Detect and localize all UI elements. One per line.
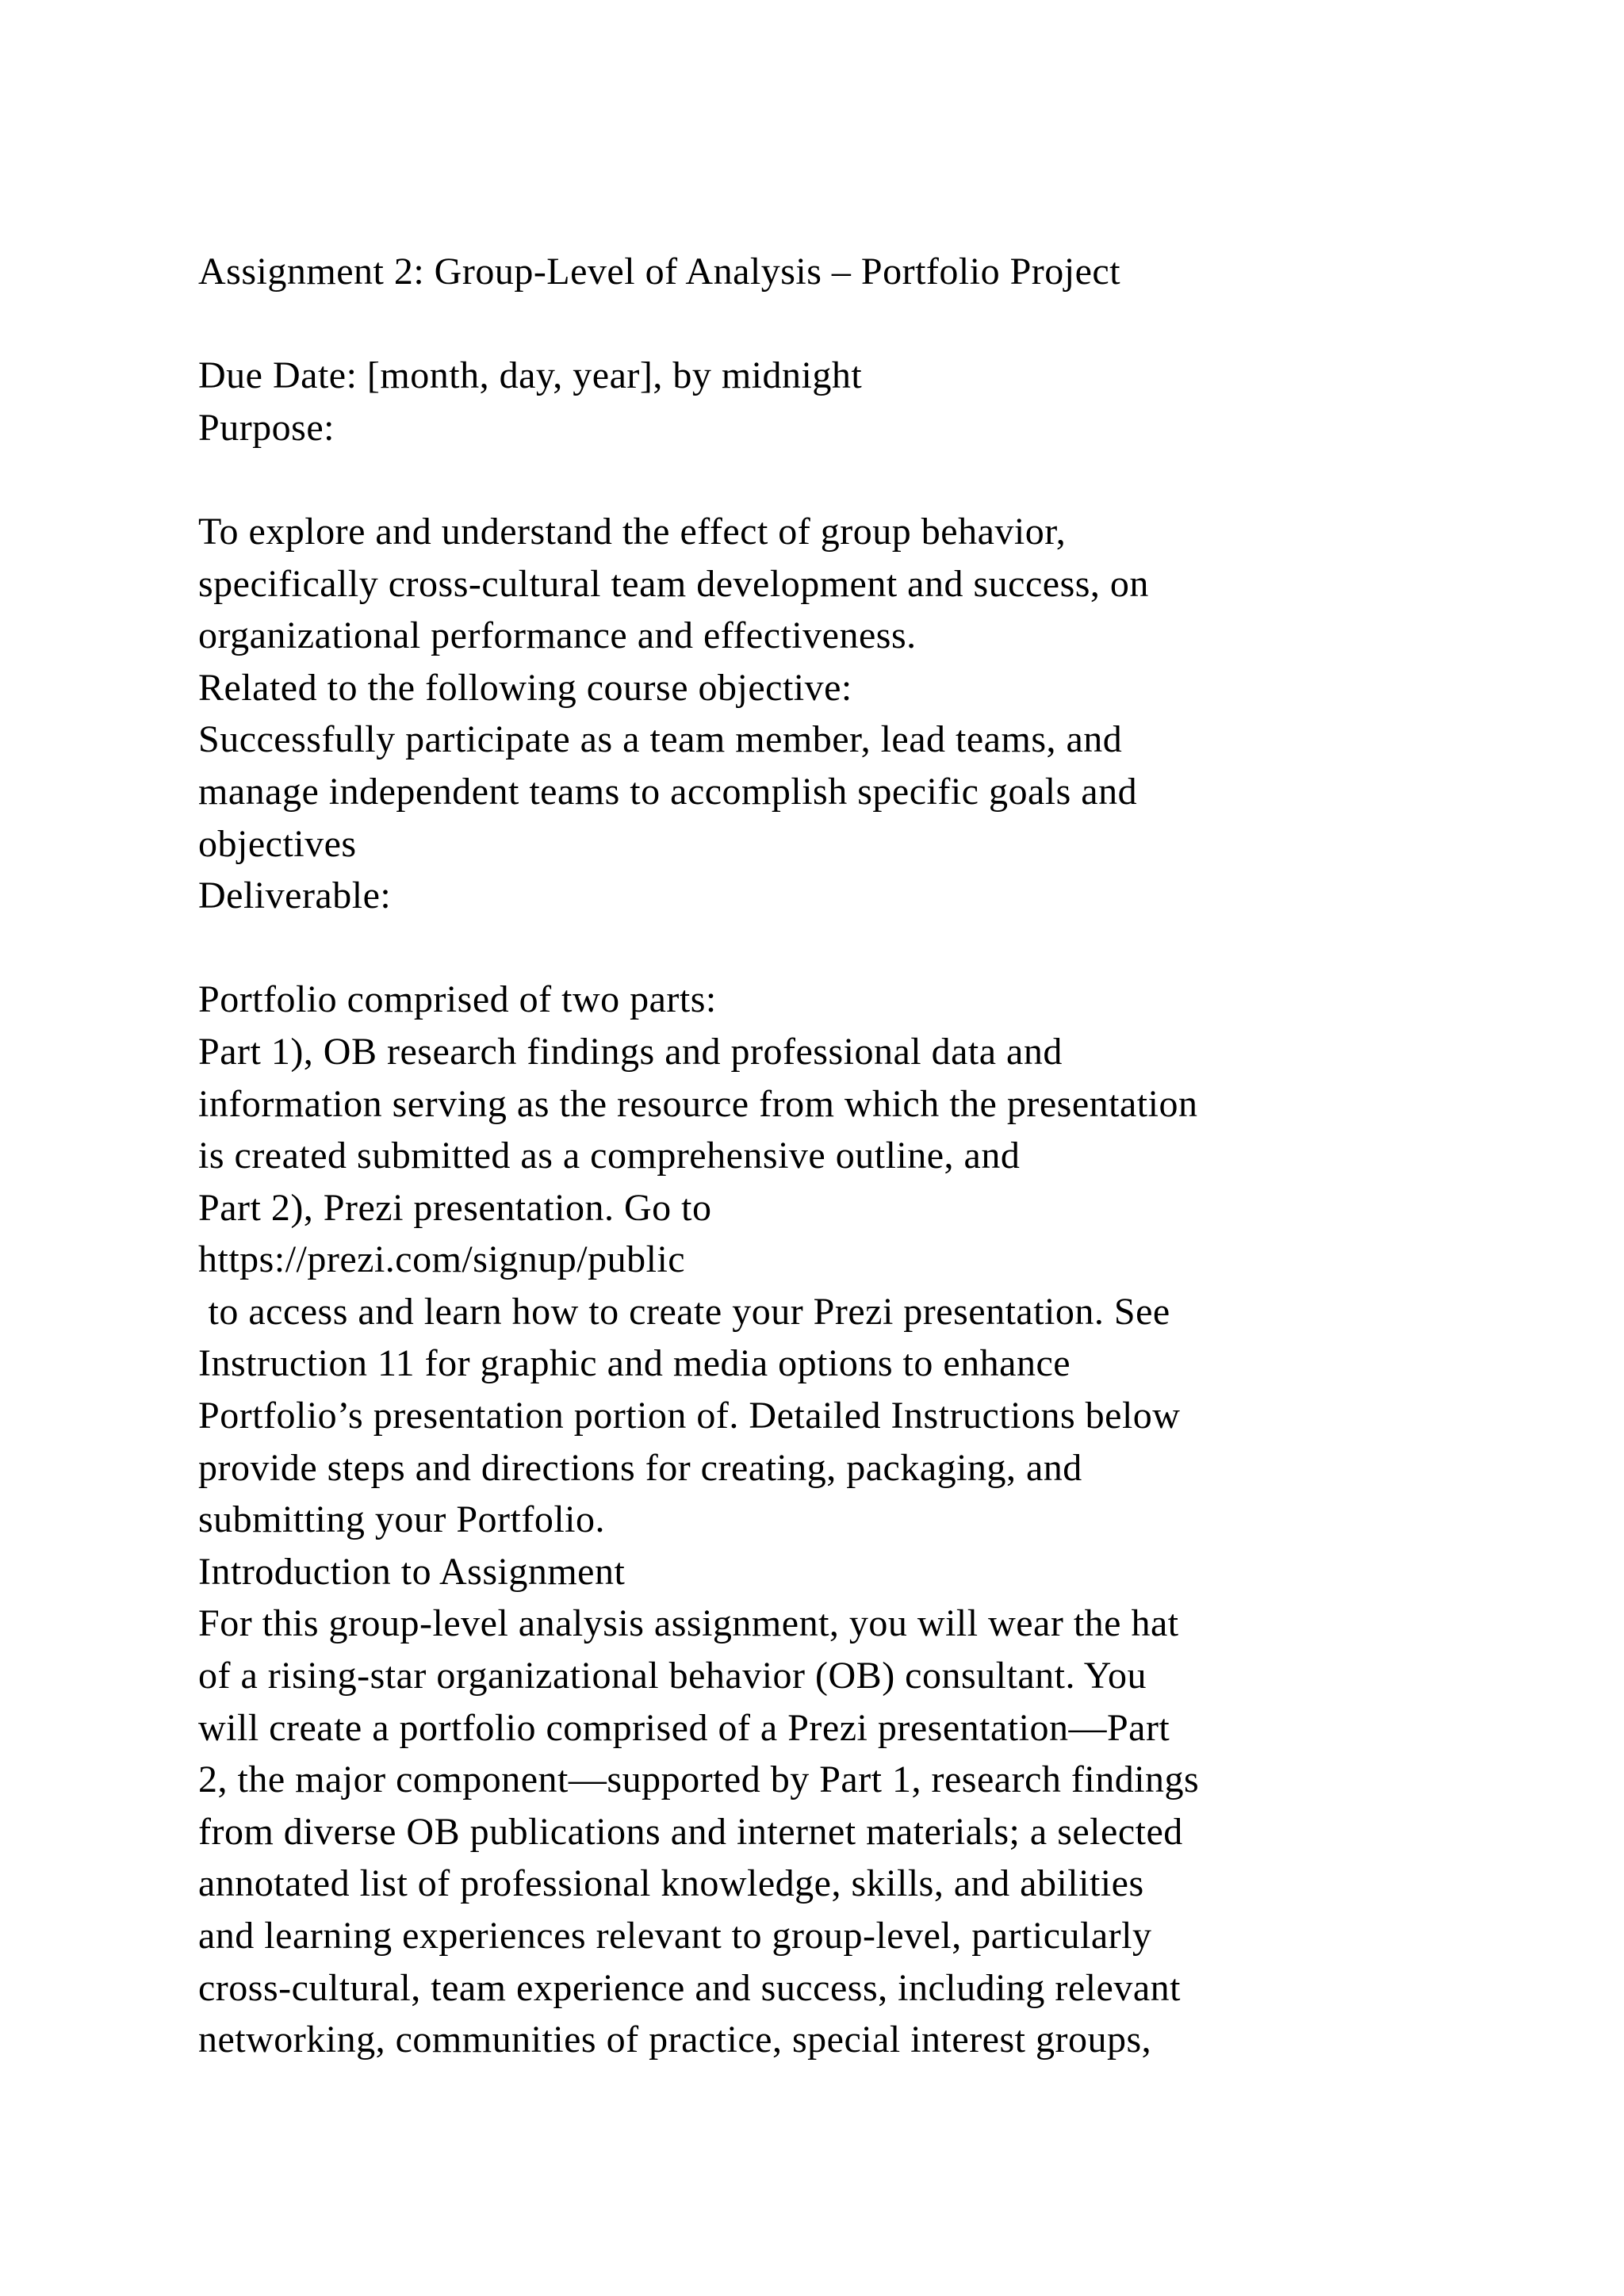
introduction-heading: Introduction to Assignment (198, 1550, 626, 1593)
deliverable-text-line: provide steps and directions for creating, packaging, and (198, 1446, 1082, 1489)
introduction-text-line: of a rising-star organizational behavior (OB) consultant. You (198, 1655, 1147, 1697)
introduction-text-line: annotated list of professional knowledge, skills, and abilities (198, 1862, 1144, 1905)
purpose-text-line: organizational performance and effectiveness. (198, 614, 917, 657)
deliverable-text-line: is created submitted as a comprehensive outline, and (198, 1135, 1021, 1177)
prezi-url-line: https://prezi.com/signup/public (198, 1238, 686, 1281)
due-date-line: Due Date: [month, day, year], by midnight (198, 354, 863, 397)
deliverable-text-line: submitting your Portfolio. (198, 1498, 606, 1541)
purpose-heading: Purpose: (198, 406, 335, 449)
deliverable-text-line: information serving as the resource from which the presentation (198, 1082, 1198, 1125)
objective-text-line: manage independent teams to accomplish specific goals and (198, 770, 1138, 813)
deliverable-heading: Deliverable: (198, 874, 392, 917)
purpose-text-line: To explore and understand the effect of group behavior, (198, 510, 1067, 553)
introduction-text-line: from diverse OB publications and internet materials; a selected (198, 1810, 1183, 1853)
introduction-text-line: cross-cultural, team experience and success, including relevant (198, 1966, 1181, 2009)
deliverable-text-line: Part 1), OB research findings and professional data and (198, 1030, 1063, 1073)
introduction-text-line: networking, communities of practice, special interest groups, (198, 2019, 1152, 2061)
deliverable-text-line: Instruction 11 for graphic and media options to enhance (198, 1342, 1071, 1385)
document-body (198, 246, 1435, 2066)
deliverable-text-line: Portfolio’s presentation portion of. Detailed Instructions below (198, 1395, 1181, 1437)
purpose-text-line: specifically cross-cultural team development and success, on (198, 562, 1149, 605)
introduction-text-line: and learning experiences relevant to group-level, particularly (198, 1915, 1152, 1957)
introduction-text-line: will create a portfolio comprised of a Prezi presentation—Part (198, 1706, 1170, 1749)
deliverable-text-line: to access and learn how to create your Prezi presentation. See (198, 1290, 1170, 1333)
blank-line (198, 453, 1435, 506)
blank-line (198, 298, 1435, 350)
assignment-title: Assignment 2: Group-Level of Analysis – Portfolio Project (198, 251, 1121, 293)
objective-text-line: objectives (198, 822, 357, 865)
objective-text-line: Successfully participate as a team member, lead teams, and (198, 718, 1123, 761)
deliverable-text-line: Part 2), Prezi presentation. Go to (198, 1186, 712, 1229)
deliverable-text-line: Portfolio comprised of two parts: (198, 978, 717, 1021)
blank-line (198, 922, 1435, 974)
objective-heading: Related to the following course objective: (198, 666, 852, 709)
introduction-text-line: For this group-level analysis assignment, you will wear the hat (198, 1602, 1179, 1645)
introduction-text-line: 2, the major component—supported by Part 1, research findings (198, 1758, 1200, 1801)
